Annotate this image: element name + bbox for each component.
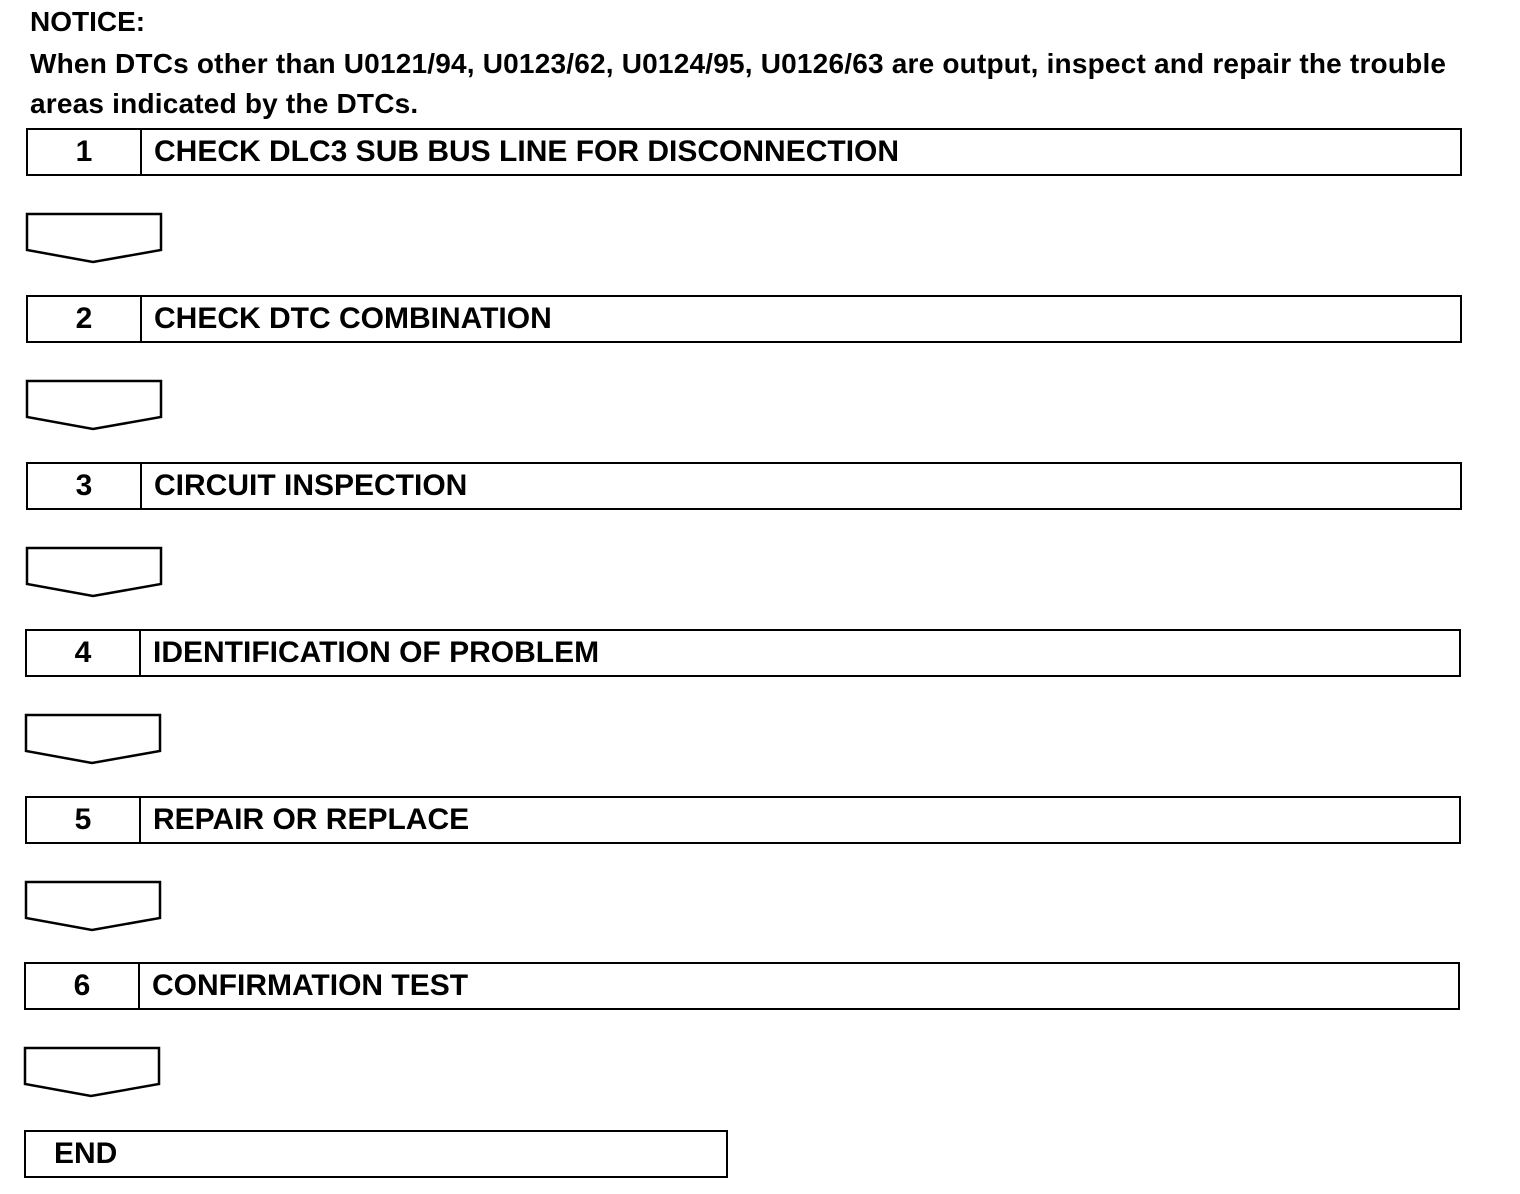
notice-text: When DTCs other than U0121/94, U0123/62, U0124/95, U0126/63 are output, inspect and repair the trouble areas indicated by the DTCs. (30, 48, 1447, 119)
end-box: END (24, 1130, 728, 1178)
step-number: 1 (28, 130, 142, 174)
step-number: 2 (28, 297, 142, 341)
step-label: CHECK DLC3 SUB BUS LINE FOR DISCONNECTION (154, 135, 900, 168)
step-number: 5 (27, 798, 141, 842)
step-number: 4 (27, 631, 141, 675)
step-box-5 (25, 796, 1461, 844)
step-box-2 (26, 295, 1462, 343)
step-label: CONFIRMATION TEST (152, 969, 469, 1002)
step-label: CIRCUIT INSPECTION (154, 469, 468, 502)
flow-arrow-icon (25, 212, 165, 264)
step-box-3 (26, 462, 1462, 510)
flow-arrow-icon (23, 1046, 163, 1098)
notice-title: NOTICE: (30, 6, 146, 37)
step-box-4 (25, 629, 1461, 677)
step-number: 6 (26, 964, 140, 1008)
step-box-1 (26, 128, 1462, 176)
flow-arrow-icon (25, 546, 165, 598)
flow-arrow-icon (24, 880, 164, 932)
step-label: IDENTIFICATION OF PROBLEM (153, 636, 600, 669)
step-label: REPAIR OR REPLACE (153, 803, 470, 836)
step-box-6 (24, 962, 1460, 1010)
flow-arrow-icon (24, 713, 164, 765)
step-label: CHECK DTC COMBINATION (154, 302, 552, 335)
step-number: 3 (28, 464, 142, 508)
flow-arrow-icon (25, 379, 165, 431)
